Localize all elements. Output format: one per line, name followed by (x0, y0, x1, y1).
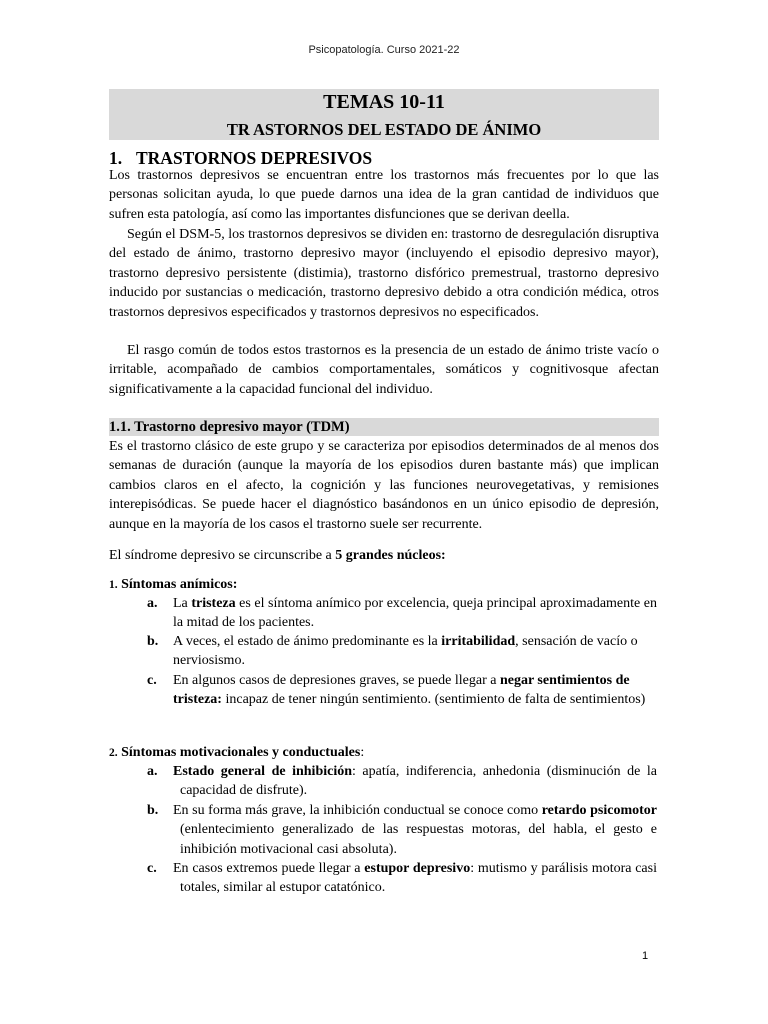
list-item (147, 594, 657, 633)
item-text: A veces, el estado de ánimo predominante es la irritabilidad, sensación de vacío o nerviosismo. (173, 634, 638, 669)
list-item (147, 632, 657, 671)
nucleos-bold: 5 grandes núcleos: (335, 548, 446, 563)
section-heading (109, 148, 659, 168)
page-subtitle: TR ASTORNOS DEL ESTADO DE ÁNIMO (226, 120, 542, 139)
item-letter: c. (147, 673, 157, 688)
list-item (147, 671, 657, 710)
intro-paragraph: Los trastornos depresivos se encuentran entre los trastornos más frecuentes por lo que las personas solicitan ayuda, lo que puede darnos una idea de la gran cantidad de individuos que sufren esta patología, así como las importantes disfunciones que se derivan deella. (109, 168, 659, 222)
tdm-paragraph: Es el trastorno clásico de este grupo y se caracteriza por episodios determinados de al menos dos semanas de duración (aunque la mayoría de los episodios duren bastante más) que implican cambios claros en el afecto, la cognición y las funciones neurovegetativas, y remisiones interepisódicas. Se puede hacer el diagnóstico basándonos en un único episodio de depresión, aunque en la mayoría de los casos el trastorno suele ser recurrente. (109, 439, 659, 532)
subsection-heading: 1.1. Trastorno depresivo mayor (TDM) (109, 418, 659, 436)
title-box (109, 89, 659, 140)
group-title: Síntomas anímicos: (121, 577, 238, 592)
item-text: En su forma más grave, la inhibición conductual se conoce como retardo psicomotor (enlentecimiento generalizado de las respuestas motoras, del habla, el gesto e inhibición motivacional casi absoluta). (173, 803, 657, 857)
list-item (147, 762, 657, 801)
section-title: TRASTORNOS DEPRESIVOS (136, 148, 373, 168)
item-text: En casos extremos puede llegar a estupor depresivo: mutismo y parálisis motora casi totales, similar al estupor catatónico. (173, 861, 657, 896)
dsm5-paragraph: Según el DSM-5, los trastornos depresivos se dividen en: trastorno de desregulación disruptiva del estado de ánimo, trastorno depresivo mayor (incluyendo el episodio depresivo mayor), trastorno depresivo persistente (distimia), trastorno disfórico premestrual, trastorno depresivo inducido por sustancias o medicación, trastorno depresivo debido a otra condición médica, otros trastornos depresivos especificados y trastornos depresivos no especificados. (109, 227, 659, 320)
list-item (147, 859, 657, 898)
group-number: 1. (109, 579, 118, 591)
common-trait-paragraph: El rasgo común de todos estos trastornos es la presencia de un estado de ánimo triste vacío o irritable, acompañado de cambios comportamentales, somáticos y cognitivosque afectan significativamente a la capacidad funcional del individuo. (109, 343, 659, 397)
group-number: 2. (109, 747, 118, 759)
nucleos-text: El síndrome depresivo se circunscribe a (109, 548, 336, 563)
item-text: En algunos casos de depresiones graves, se puede llegar a negar sentimientos de tristeza: incapaz de tener ningún sentimiento. (sentimiento de falta de sentimientos) (173, 673, 646, 708)
section-number: 1. (109, 148, 123, 168)
item-letter: a. (147, 596, 158, 611)
item-text: La tristeza es el síntoma anímico por excelencia, queja principal aproximadamente en la mitad de los pacientes. (173, 596, 658, 631)
page-number: 1 (642, 950, 649, 962)
item-letter: b. (147, 803, 159, 818)
item-letter: b. (147, 634, 159, 649)
item-letter: a. (147, 764, 158, 779)
page-title: TEMAS 10-11 (323, 91, 445, 113)
item-letter: c. (147, 861, 157, 876)
list-item (147, 801, 657, 859)
running-header: Psicopatología. Curso 2021-22 (308, 44, 460, 56)
group-title: Síntomas motivacionales y conductuales (121, 745, 361, 760)
group-heading-motivacionales: 2. Síntomas motivacionales y conductuales: (109, 745, 365, 760)
nucleos-sentence (109, 546, 659, 565)
item-text: Estado general de inhibición: apatía, indiferencia, anhedonia (disminución de la capacidad de disfrute). (173, 764, 657, 799)
group-heading-animicos (109, 575, 237, 595)
